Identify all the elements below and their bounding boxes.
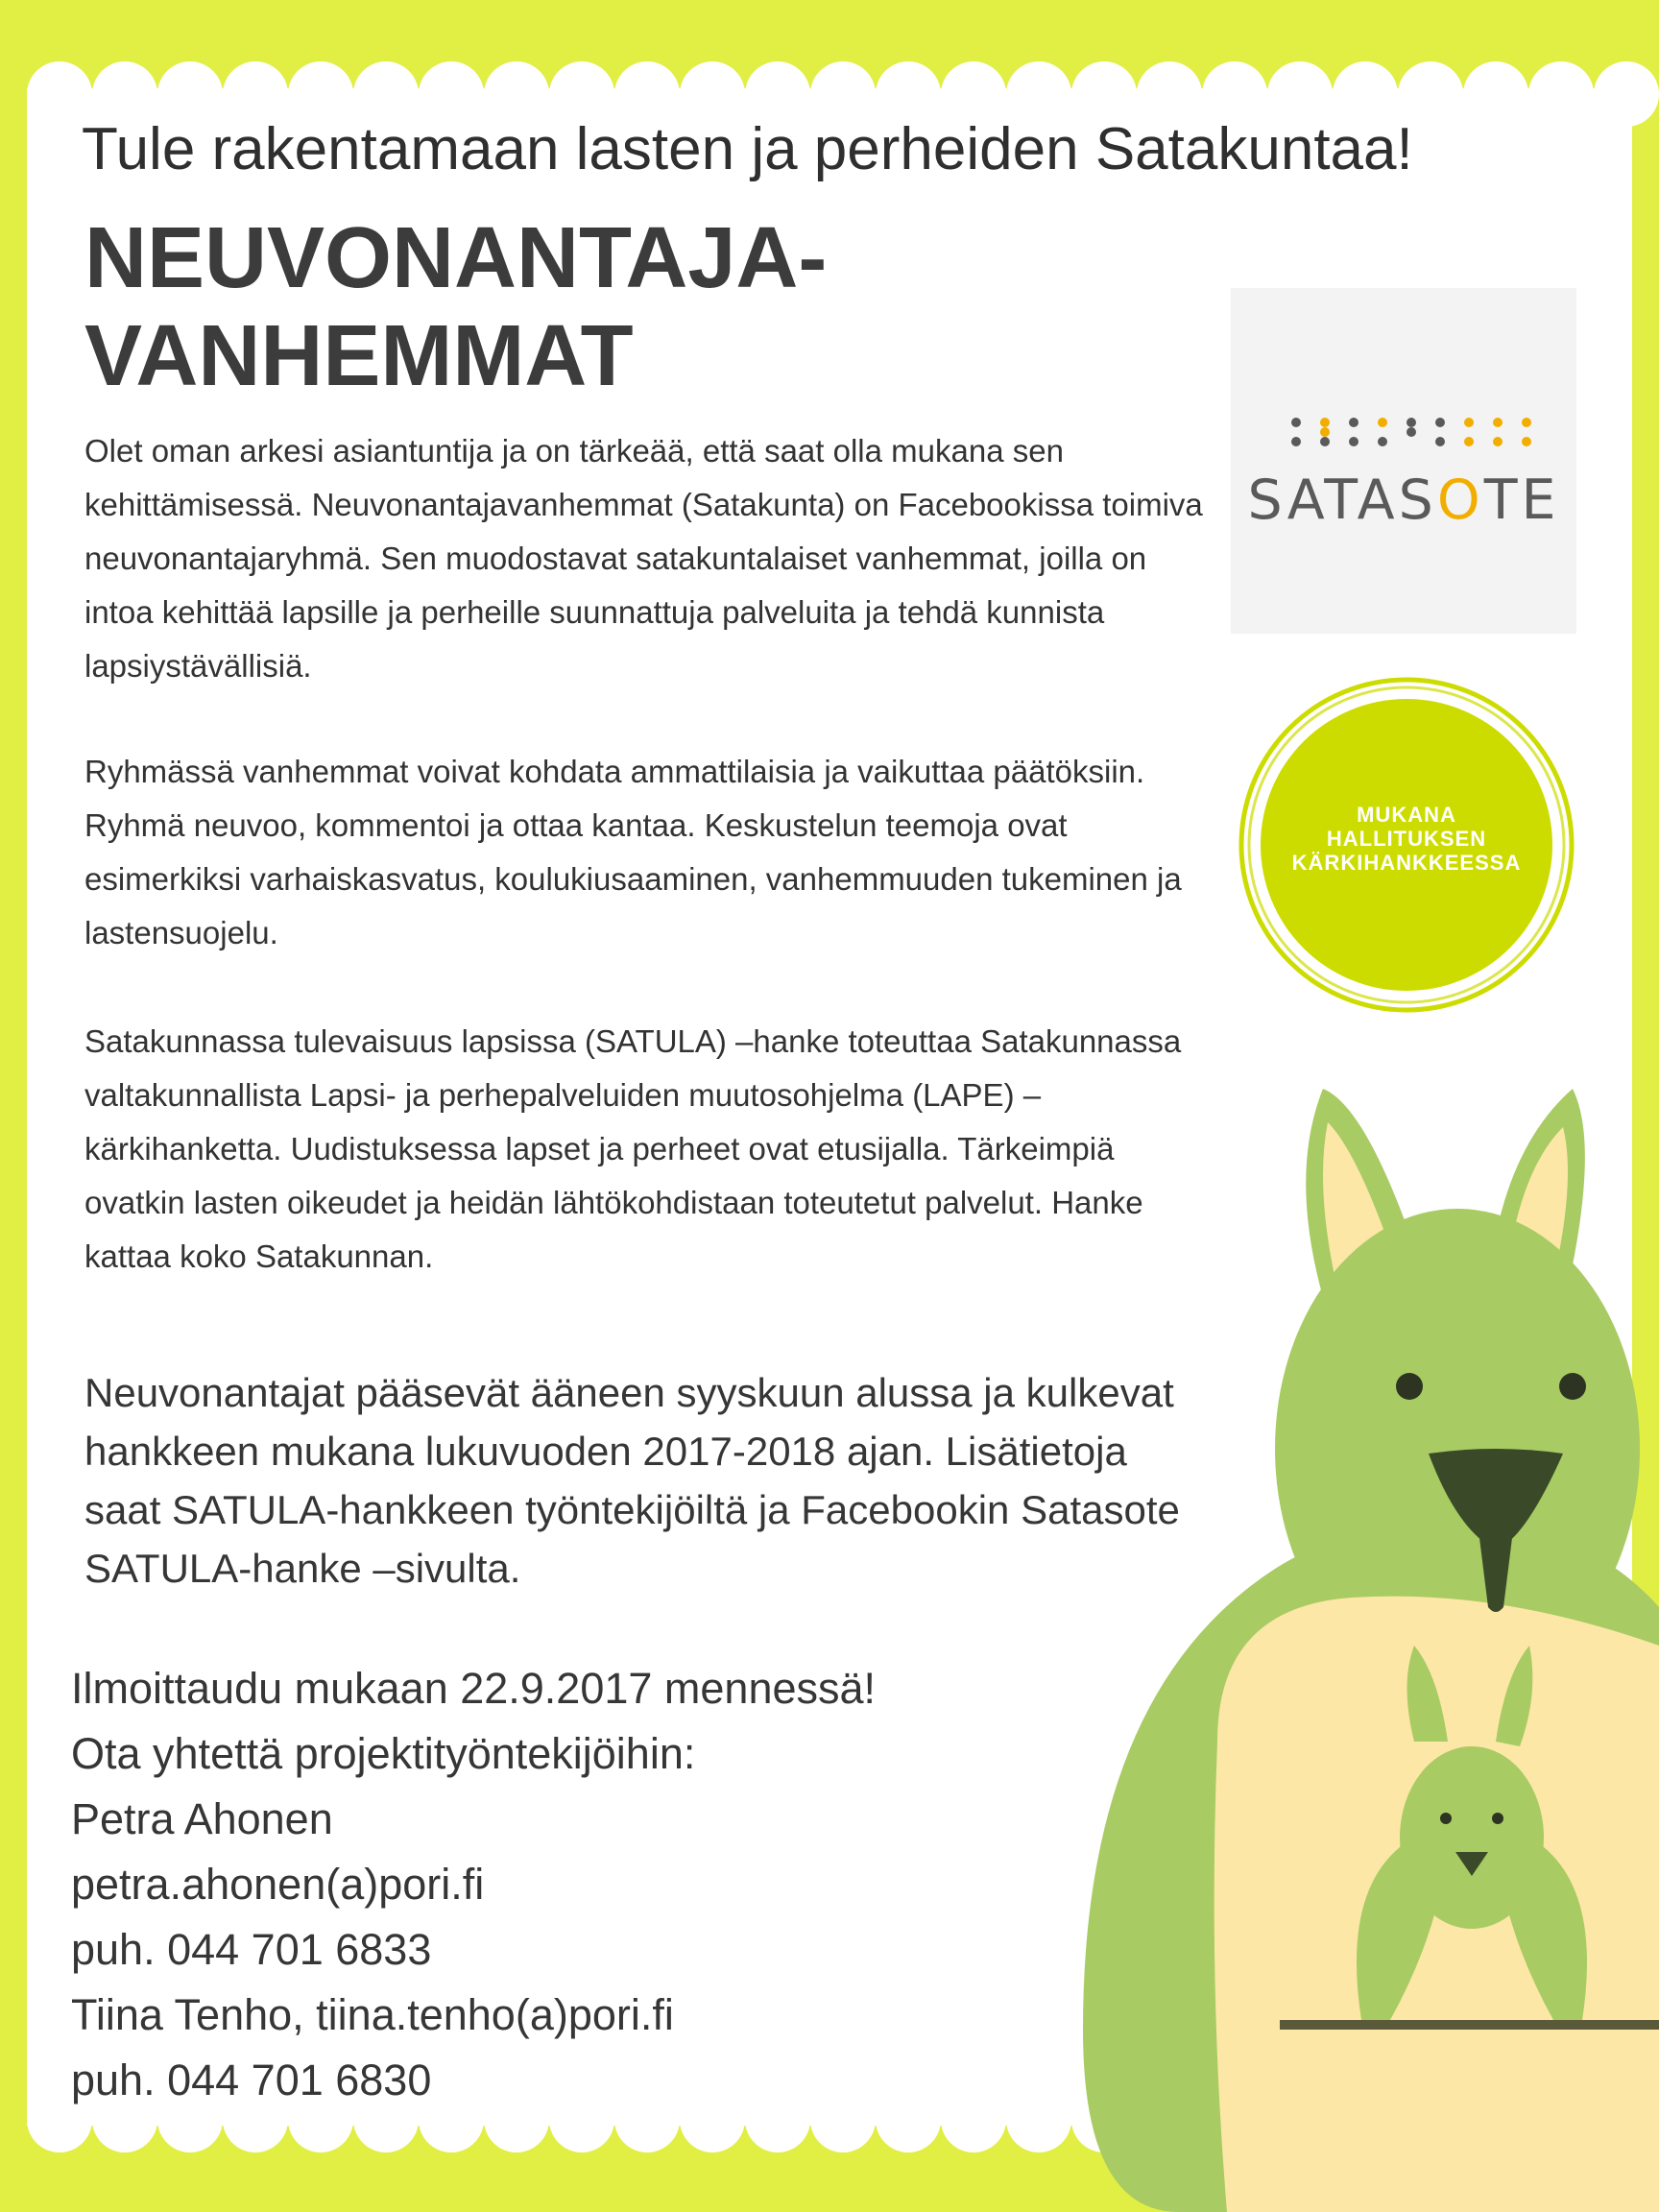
info-paragraph: Neuvonantajat pääsevät ääneen syyskuun alussa ja kulkevat hankkeen mukana lukuvuoden 2017-2018 ajan. Lisätietoja saat SATULA-hankkeen työntekijöiltä ja Facebookin Satasote SATULA-hanke –sivulta. [84,1370,1180,1591]
logo-dots-icon [1231,401,1576,478]
contact-phone-1: puh. 044 701 6833 [71,1925,432,1974]
scallop-top [1594,61,1659,127]
badge-label: MUKANA HALLITUKSEN KÄRKIHANKKEESSA [1291,803,1522,875]
kangaroo-illustration [1045,1070,1659,2212]
scallop-top [1528,61,1594,127]
satasote-logo [1231,288,1576,634]
contact-name-email-2: Tiina Tenho, tiina.tenho(a)pori.fi [71,1990,674,2039]
contact-name-1: Petra Ahonen [71,1794,333,1843]
group-paragraph: Ryhmässä vanhemmat voivat kohdata ammattilaisia ja vaikuttaa päätöksiin. Ryhmä neuvoo, kommentoi ja ottaa kantaa. Keskustelun teemoja ovat esimerkiksi varhaiskasvatus, koulukiusaaminen, vanhemmuuden tukeminen ja lastensuojelu. [84,754,1182,950]
project-paragraph: Satakunnassa tulevaisuus lapsissa (SATULA) –hanke toteuttaa Satakunnassa valtakunnallista Lapsi- ja perhepalveluiden muutosohjelma (LAPE) –kärkihanketta. Uudistuksessa lapset ja perheet ovat etusijalla. Tärkeimpiä ovatkin lasten oikeudet ja heidän lähtökohdistaan toteutetut palvelut. Hanke kattaa koko Satakunnan. [84,1023,1182,1274]
title-line-1: NEUVONANTAJA- [84,210,828,306]
poster-subtitle: Tule rakentamaan lasten ja perheiden Satakuntaa! [82,116,1413,182]
logo-wordmark: SATASOTE [1247,469,1560,532]
contact-intro: Ota yhtettä projektityöntekijöihin: [71,1729,696,1778]
signup-deadline: Ilmoittaudu mukaan 22.9.2017 mennessä! [71,1664,877,1713]
title-line-2: VANHEMMAT [84,308,634,404]
contact-email-1: petra.ahonen(a)pori.fi [71,1860,485,1909]
poster-title [84,209,827,405]
intro-paragraph: Olet oman arkesi asiantuntija ja on tärkeää, että saat olla mukana sen kehittämisessä. Neuvonantajavanhemmat (Satakunta) on Facebookissa toimiva neuvonantajaryhmä. Sen muodostavat satakuntalaiset vanhemmat, joilla on intoa kehittää lapsille ja perheille suunnattuja palveluita ja tehdä kunnista lapsiystävällisiä. [84,433,1203,684]
contact-block [71,1656,1031,2113]
scallop-top [1463,61,1528,127]
contact-phone-2: puh. 044 701 6830 [71,2056,432,2104]
